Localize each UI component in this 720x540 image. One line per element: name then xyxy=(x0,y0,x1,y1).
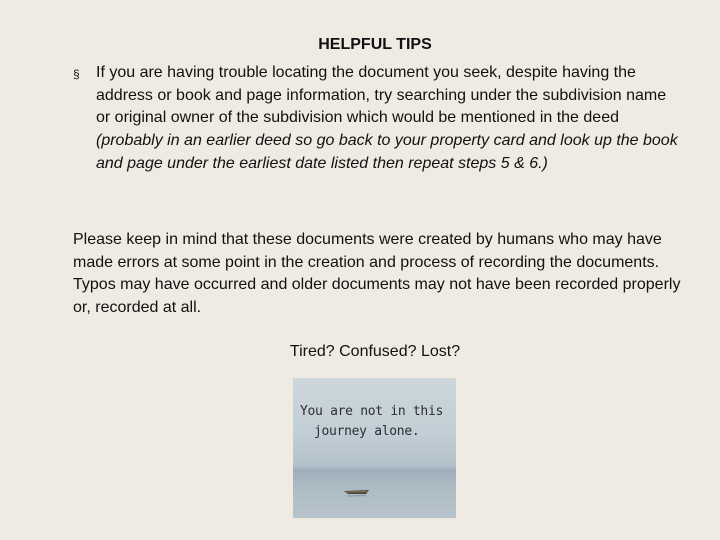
bullet-marker: § xyxy=(73,67,80,81)
image-quote-line2: journey alone. xyxy=(314,424,420,439)
tip-text xyxy=(96,62,683,176)
motivational-image xyxy=(293,378,456,518)
image-quote-line1: You are not in this xyxy=(300,404,444,419)
page-title: HELPFUL TIPS xyxy=(318,36,432,53)
image-caption: Tired? Confused? Lost? xyxy=(289,343,461,360)
image-quote xyxy=(300,402,450,442)
disclaimer-paragraph: Please keep in mind that these documents were created by humans who may have made errors at some point in the creation and process of recording the documents. Typos may have occurred and older documents may not have been recorded properly or, recorded at all. xyxy=(73,231,681,317)
tip-text-regular: If you are having trouble locating the document you seek, despite having the address or book and page information, try searching under the subdivision name or original owner of the subdivision which would be mentioned in the deed xyxy=(96,64,667,127)
tip-bullet xyxy=(73,62,683,176)
tip-text-italic: (probably in an earlier deed so go back to your property card and look up the book and page under the earliest date listed then repeat steps 5 & 6.) xyxy=(96,132,678,172)
boat-icon xyxy=(342,485,372,499)
